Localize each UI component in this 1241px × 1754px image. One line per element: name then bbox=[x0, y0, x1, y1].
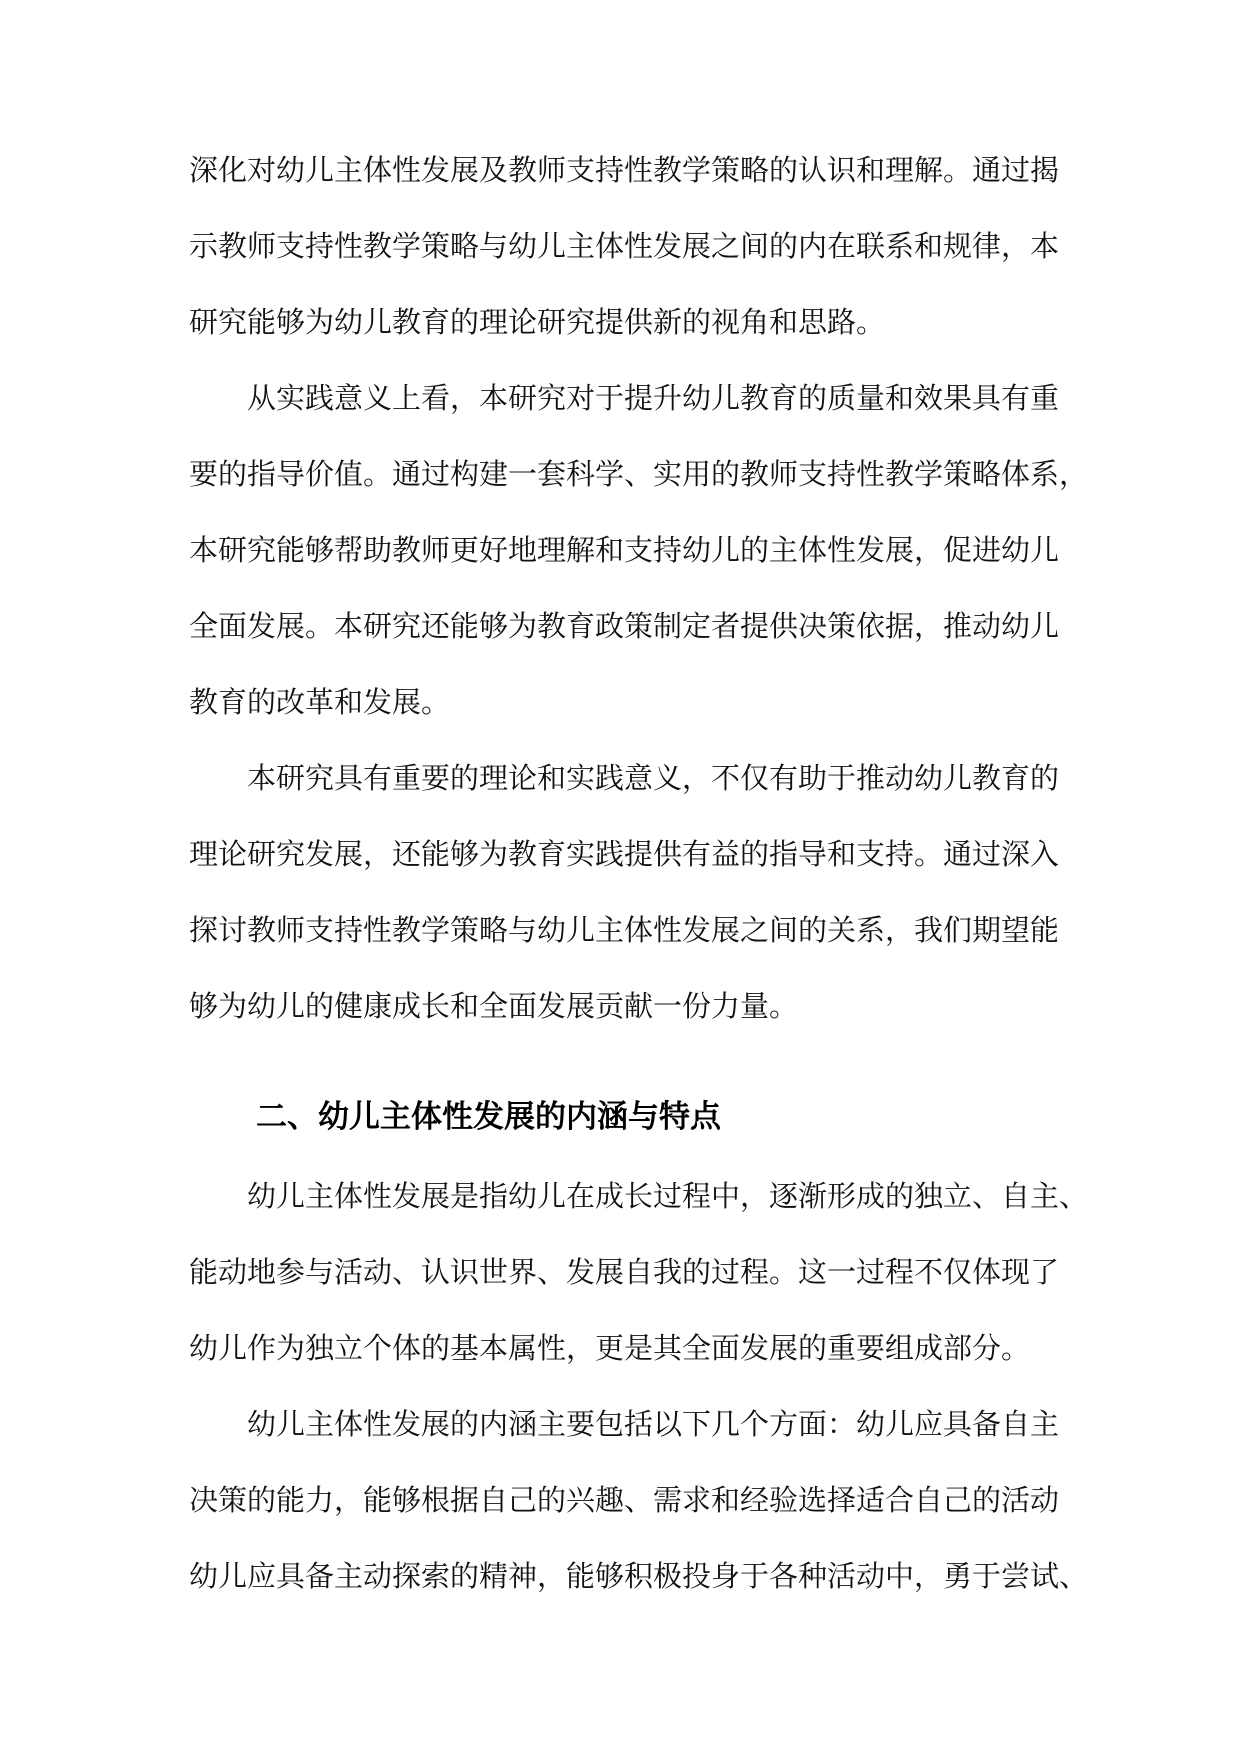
paragraph-line: 探讨教师支持性教学策略与幼儿主体性发展之间的关系，我们期望能 bbox=[189, 913, 1060, 947]
paragraph-line: 从实践意义上看，本研究对于提升幼儿教育的质量和效果具有重 bbox=[247, 381, 1060, 415]
paragraph-line: 研究能够为幼儿教育的理论研究提供新的视角和思路。 bbox=[189, 305, 886, 339]
paragraph-line: 要的指导价值。通过构建一套科学、实用的教师支持性教学策略体系， bbox=[189, 457, 1089, 491]
paragraph-line: 深化对幼儿主体性发展及教师支持性教学策略的认识和理解。通过揭 bbox=[189, 153, 1060, 187]
paragraph-line: 全面发展。本研究还能够为教育政策制定者提供决策依据，推动幼儿 bbox=[189, 609, 1060, 643]
paragraph-line: 幼儿主体性发展是指幼儿在成长过程中，逐渐形成的独立、自主、 bbox=[247, 1179, 1089, 1213]
paragraph-line: 能动地参与活动、认识世界、发展自我的过程。这一过程不仅体现了 bbox=[189, 1255, 1060, 1289]
paragraph-line: 幼儿应具备主动探索的精神，能够积极投身于各种活动中，勇于尝试、 bbox=[189, 1559, 1089, 1593]
paragraph-line: 本研究能够帮助教师更好地理解和支持幼儿的主体性发展，促进幼儿 bbox=[189, 533, 1060, 567]
paragraph-line: 幼儿作为独立个体的基本属性，更是其全面发展的重要组成部分。 bbox=[189, 1331, 1031, 1365]
section-heading: 二、幼儿主体性发展的内涵与特点 bbox=[256, 1099, 721, 1135]
paragraph-line: 本研究具有重要的理论和实践意义，不仅有助于推动幼儿教育的 bbox=[247, 761, 1060, 795]
paragraph-line: 理论研究发展，还能够为教育实践提供有益的指导和支持。通过深入 bbox=[189, 837, 1060, 871]
paragraph-line: 教育的改革和发展。 bbox=[189, 685, 451, 719]
paragraph-line: 幼儿主体性发展的内涵主要包括以下几个方面：幼儿应具备自主 bbox=[247, 1407, 1060, 1441]
paragraph-line: 够为幼儿的健康成长和全面发展贡献一份力量。 bbox=[189, 989, 799, 1023]
paragraph-line: 决策的能力，能够根据自己的兴趣、需求和经验选择适合自己的活动 bbox=[189, 1483, 1060, 1517]
paragraph-line: 示教师支持性教学策略与幼儿主体性发展之间的内在联系和规律，本 bbox=[189, 229, 1060, 263]
